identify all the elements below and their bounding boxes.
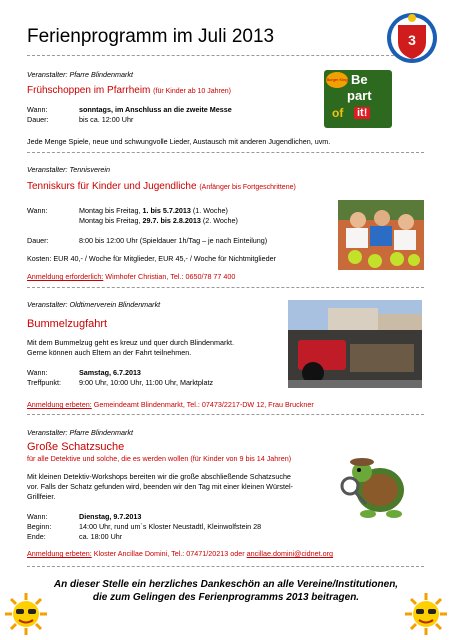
s4-heading: Große Schatzsuche <box>27 441 125 453</box>
s4-beginn: Beginn: 14:00 Uhr, rund um´s Kloster Neustadtl, Kleinwolfstein 28 <box>27 522 262 531</box>
s4-description-2: vor. Falls der Schatz gefunden wird, beenden wir den Tag mit einer kleinen Würstel- <box>27 482 293 491</box>
detective-turtle-icon <box>340 452 410 522</box>
bummelzug-photo <box>288 300 422 388</box>
title-divider <box>27 55 424 56</box>
thanks-line-2: die zum Gelingen des Ferienprogramms 2013 beitragen. <box>92 592 360 603</box>
thanks-line-1: An dieser Stelle ein herzliches Dankeschön an alle Vereine/Institutionen, <box>53 579 399 590</box>
s4-anmeldung: Anmeldung erbeten: Kloster Ancillae Domini, Tel.: 07471/20213 oder ancillae.domini@cidnet.org <box>27 549 334 558</box>
s3-organizer: Veranstalter: Oldtimerverein Blindenmarkt <box>27 300 161 309</box>
divider <box>27 287 424 288</box>
s4-subheading: für alle Detektive und solche, die es werden wollen (für Kinder von 9 bis 14 Jahren) <box>27 454 292 463</box>
s3-wann: Wann: Samstag, 6.7.2013 <box>27 368 141 377</box>
page-title: Ferienprogramm im Juli 2013 <box>27 26 275 47</box>
s3-description-1: Mit dem Bummelzug geht es kreuz und quer durch Blindenmarkt. <box>27 338 234 347</box>
s3-description-2: Gerne können auch Eltern an der Fahrt teilnehmen. <box>27 348 192 357</box>
s4-organizer: Veranstalter: Pfarre Blindenmarkt <box>27 428 133 437</box>
s1-dauer: Dauer: bis ca. 12:00 Uhr <box>27 115 134 124</box>
s2-dauer: Dauer: 8:00 bis 12:00 Uhr (Spieldauer 1h/Tag – je nach Einteilung) <box>27 236 268 245</box>
divider <box>27 566 424 567</box>
s3-treffpunkt: Treffpunkt: 9:00 Uhr, 10:00 Uhr, 11:00 Uhr, Marktplatz <box>27 378 214 387</box>
s1-wann: Wann: sonntags, im Anschluss an die zweite Messe <box>27 105 232 114</box>
divider <box>27 152 424 153</box>
s4-wann: Wann: Dienstag, 9.7.2013 <box>27 512 142 521</box>
s2-organizer: Veranstalter: Tennisverein <box>27 165 110 174</box>
divider <box>27 414 424 415</box>
s4-description-3: Grillfeier. <box>27 492 56 501</box>
email-link[interactable]: ancillae.domini@cidnet.org <box>246 549 334 558</box>
tennis-kids-photo <box>338 200 424 270</box>
s4-ende: Ende: ca. 18:00 Uhr <box>27 532 123 541</box>
s1-organizer: Veranstalter: Pfarre Blindenmarkt <box>27 70 133 79</box>
svg-text:3: 3 <box>408 32 416 48</box>
s1-description: Jede Menge Spiele, neue und schwungvolle Lieder, Austausch mit anderen Jugendlichen, uvm. <box>27 137 331 146</box>
s2-anmeldung: Anmeldung erforderlich: Wimhofer Christian, Tel.: 0650/78 77 400 <box>27 272 236 281</box>
s1-heading: Frühschoppen im Pfarrheim (für Kinder ab 10 Jahren) <box>27 85 231 96</box>
s4-description-1: Mit kleinen Detektiv-Workshops bereiten wir die große abschließende Schatzsuche <box>27 472 291 481</box>
be-part-of-it-logo: Burger King Be part of it! <box>324 70 392 128</box>
sun-with-sunglasses-icon <box>4 592 48 636</box>
s2-wann-2: Montag bis Freitag, 29.7. bis 2.8.2013 (2. Woche) <box>79 216 238 225</box>
s3-heading: Bummelzugfahrt <box>27 318 108 330</box>
s3-anmeldung: Anmeldung erbeten: Gemeindeamt Blindenmarkt, Tel.: 07473/2217-DW 12, Frau Bruckner <box>27 400 314 409</box>
s2-wann-1: Wann: Montag bis Freitag, 1. bis 5.7.2013 (1. Woche) <box>27 206 228 215</box>
s2-kosten: Kosten: EUR 40,- / Woche für Mitglieder, EUR 45,- / Woche für Nichtmitglieder <box>27 254 276 263</box>
sun-with-sunglasses-icon <box>404 592 448 636</box>
s2-heading: Tenniskurs für Kinder und Jugendliche (Anfänger bis Fortgeschrittene) <box>27 181 296 192</box>
municipality-crest-icon <box>385 12 439 64</box>
